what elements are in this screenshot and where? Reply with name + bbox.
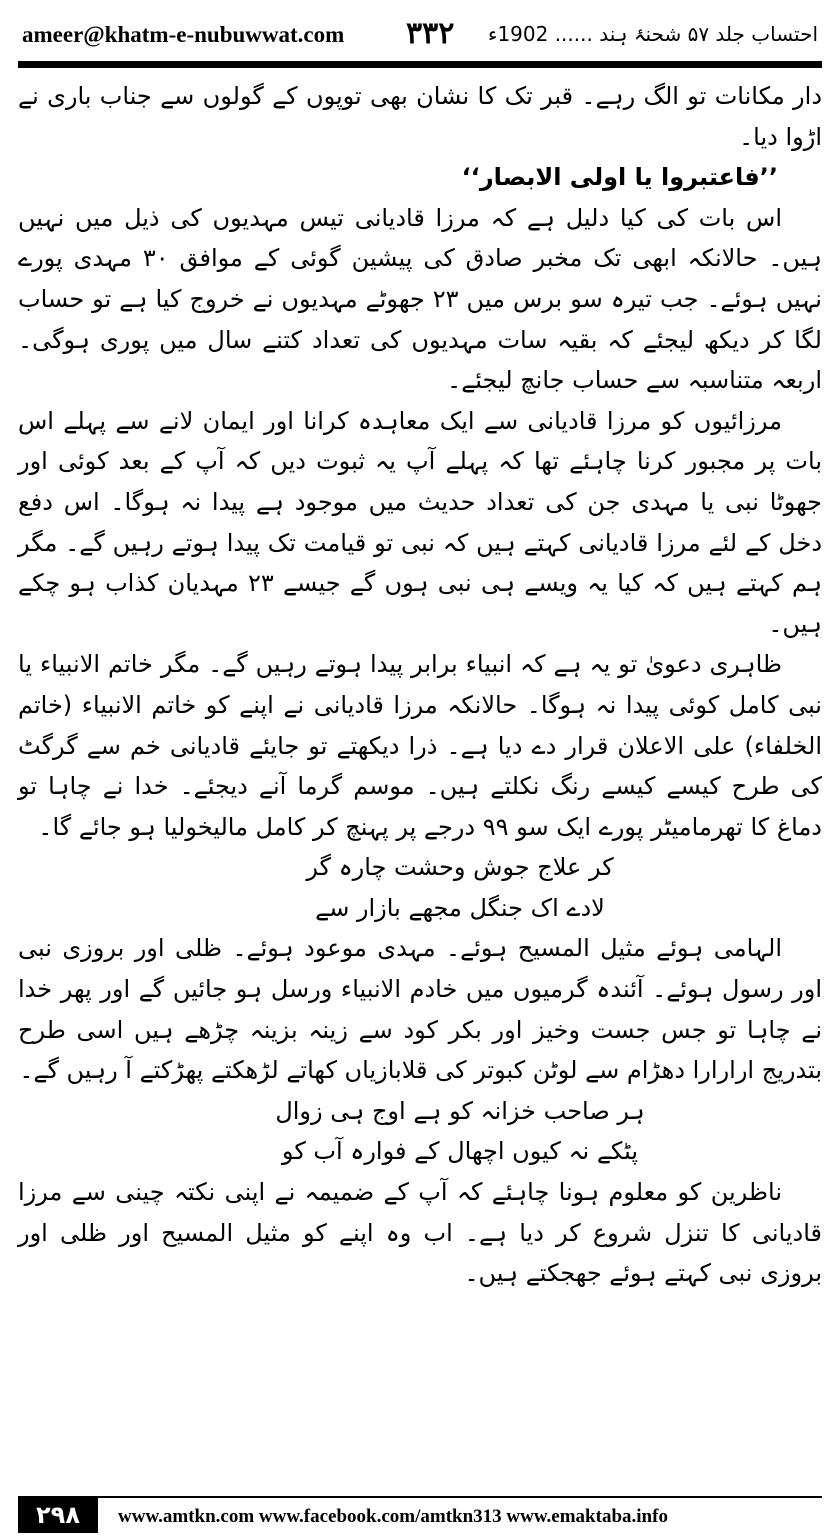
verse-2 — [18, 1091, 822, 1172]
paragraph-9: ناظرین کو معلوم ہونا چاہئے کہ آپ کے ضمیمہ نے اپنی نکتہ چینی سے مرزا قادیانی کا تنزل شروع کر دیا ہے۔ اب وہ اپنے کو مثیل المسیح اور ظلی اور بروزی نبی کہتے ہوئے جھجکتے ہیں۔ — [18, 1178, 822, 1288]
verse-1-line-2: لادے اک جنگل مجھے بازار سے — [315, 893, 605, 922]
footer-page-number: ۲۹۸ — [18, 1497, 98, 1533]
footer-links[interactable]: www.amtkn.com www.facebook.com/amtkn313 www.emaktaba.info — [118, 1506, 668, 1527]
page-body — [18, 76, 822, 1294]
header-page-number: ۳۳۲ — [406, 16, 455, 51]
header-rule — [18, 61, 822, 68]
paragraph-7: الہامی ہوئے مثیل المسیح ہوئے۔ مہدی موعود ہوئے۔ ظلی اور بروزی نبی اور رسول ہوئے۔ آئندہ گرمیوں میں خادم الانبیاء ورسل ہو جائیں گے اور پھر خدا نے چاہا تو جس جست وخیز اور بکر کود سے زینہ بزینہ چڑھے ہیں اسی طرح بتدریج ارارارا دھڑام سے لوٹن کبوتر کی قلابازیاں کھاتے لڑھکتے پھڑکتے آ رہیں گے۔ — [18, 934, 822, 1085]
paragraph-3: اس بات کی کیا دلیل ہے کہ مرزا قادیانی تیس مہدیوں کی ذیل میں نہیں ہیں۔ حالانکہ ابھی تک مخبر صادق کی پیشین گوئی کے موافق ۳۰ مہدی پورے نہیں ہوئے۔ جب تیرہ سو برس میں ۲۳ جھوٹے مہدیوں نے خروج کیا ہے تو حساب لگا کر دیکھ لیجئے کہ بقیہ سات مہدیوں کی تعداد کتنے سال میں پوری ہوگی۔ اربعہ متناسبہ سے حساب جانچ لیجئے۔ — [18, 203, 822, 395]
verse-1-line-1: کر علاج جوش وحشت چارہ گر — [306, 853, 614, 882]
verse-2-line-1: ہر صاحب خزانہ کو ہے اوج ہی زوال — [275, 1096, 645, 1125]
page-header — [18, 16, 822, 56]
footer-rule — [18, 1496, 822, 1498]
header-running-title: احتساب جلد ۵۷ شحنۂ ہند ...... 1902ء — [488, 22, 818, 46]
verse-1 — [18, 847, 822, 928]
paragraph-1: دار مکانات تو الگ رہے۔ قبر تک کا نشان بھی توپوں کے گولوں سے جناب باری نے اڑوا دیا۔ — [18, 82, 822, 151]
header-email: ameer@khatm-e-nubuwwat.com — [22, 22, 345, 47]
quote-line: ’’فاعتبروا یا اولی الابصار‘‘ — [461, 163, 778, 192]
paragraph-4: مرزائیوں کو مرزا قادیانی سے ایک معاہدہ کرانا اور ایمان لانے سے پہلے اس بات پر مجبور کرنا چاہئے تھا کہ پہلے آپ یہ ثبوت دیں کہ آپ کے بعد کوئی اور جھوٹا نبی یا مہدی جن کی تعداد حدیث میں موجود ہے پیدا نہ ہوگا۔ اس دفع دخل کے لئے مرزا قادیانی کہتے ہیں کہ نبی تو قیامت تک پیدا ہوتے رہیں گے۔ مگر ہم کہتے ہیں کہ کیا یہ ویسے ہی نبی ہوں گے جیسے ۲۳ مہدیان کذاب ہو چکے ہیں۔ — [18, 406, 822, 638]
paragraph-5: ظاہری دعویٰ تو یہ ہے کہ انبیاء برابر پیدا ہوتے رہیں گے۔ مگر خاتم الانبیاء یا نبی کامل کوئی پیدا نہ ہوگا۔ حالانکہ مرزا قادیانی نے اپنے کو خاتم الانبیاء (خاتم الخلفاء) علی الاعلان قرار دے دیا ہے۔ ذرا دیکھتے تو جایئے قادیانی خم سے گرگٹ کی طرح کیسے کیسے رنگ نکلتے ہیں۔ موسم گرما آنے دیجئے۔ خدا نے چاہا تو دماغ کا تھرمامیٹر پورے ایک سو ۹۹ درجے پر پہنچ کر کامل مالیخولیا ہو جائے گا۔ — [18, 650, 822, 841]
verse-2-line-2: پٹکے نہ کیوں اچھال کے فوارہ آب کو — [281, 1137, 639, 1166]
